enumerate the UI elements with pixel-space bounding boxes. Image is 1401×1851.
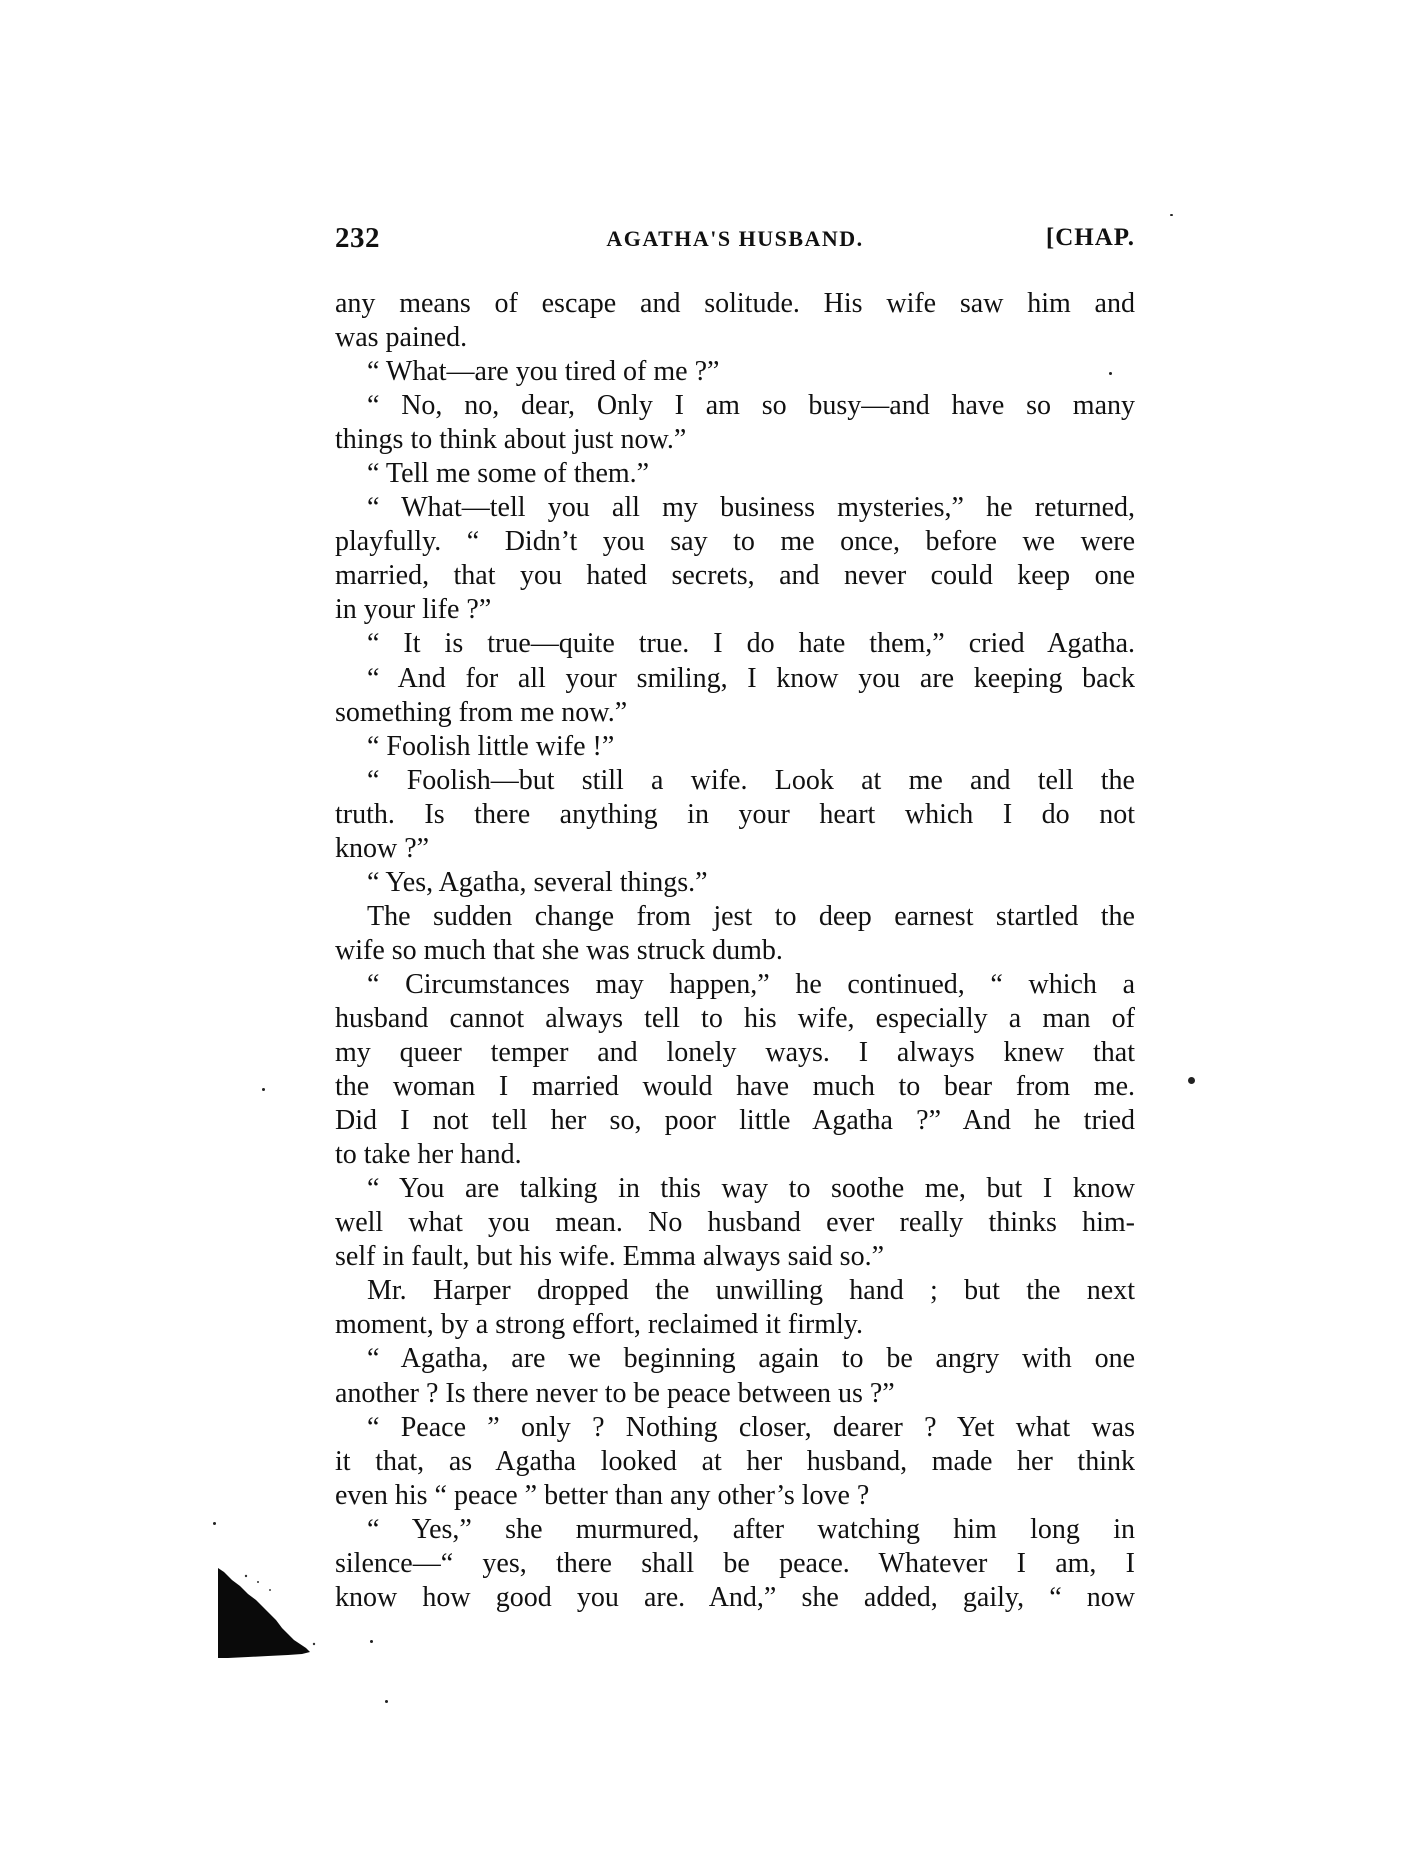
text-line: know how good you are. And,” she added, gaily, “ now	[335, 1581, 1135, 1613]
text-line: The sudden change from jest to deep earnest startled the	[367, 900, 1135, 932]
running-title: AGATHA'S HUSBAND.	[606, 226, 864, 251]
text-line: “ Foolish—but still a wife. Look at me and tell the	[367, 764, 1135, 796]
text-line: in your life ?”	[335, 594, 492, 626]
text-line: “ You are talking in this way to soothe me, but I know	[367, 1173, 1135, 1205]
text-line: “ Yes, Agatha, several things.”	[367, 866, 708, 898]
text-line: Mr. Harper dropped the unwilling hand ; but the next	[367, 1275, 1135, 1307]
text-line: truth. Is there anything in your heart which I do not	[335, 798, 1135, 830]
scan-speck	[1188, 1077, 1195, 1084]
text-line: was pained.	[335, 322, 468, 354]
scan-speck	[370, 1640, 373, 1643]
text-line: “ Yes,” she murmured, after watching him long in	[367, 1513, 1135, 1545]
scan-speck	[385, 1700, 388, 1703]
text-line: things to think about just now.”	[335, 424, 687, 456]
text-line: self in fault, but his wife. Emma always said so.”	[335, 1241, 884, 1273]
scan-blot-shape	[218, 1568, 310, 1658]
text-line: “ And for all your smiling, I know you are keeping back	[367, 662, 1135, 694]
scan-speck	[1109, 372, 1112, 375]
text-line: wife so much that she was struck dumb.	[335, 934, 783, 966]
text-line: well what you mean. No husband ever really thinks him-	[335, 1207, 1135, 1239]
text-line: “ Foolish little wife !”	[367, 730, 615, 762]
text-line: married, that you hated secrets, and never could keep one	[335, 560, 1135, 592]
text-line: “ Peace ” only ? Nothing closer, dearer ? Yet what was	[367, 1411, 1135, 1443]
text-line: silence—“ yes, there shall be peace. Whatever I am, I	[335, 1547, 1135, 1579]
text-line: know ?”	[335, 832, 430, 864]
scan-speck	[269, 1589, 271, 1591]
text-line: “ Tell me some of them.”	[367, 458, 650, 490]
scan-blot	[218, 1568, 318, 1658]
text-body	[335, 287, 1135, 1615]
scan-speck	[1170, 214, 1173, 216]
text-line: “ What—are you tired of me ?”	[367, 356, 720, 388]
text-line: the woman I married would have much to bear from me.	[335, 1071, 1135, 1103]
text-line: even his “ peace ” better than any other’s love ?	[335, 1479, 870, 1511]
text-line: something from me now.”	[335, 696, 628, 728]
text-line: “ No, no, dear, Only I am so busy—and have so many	[367, 390, 1135, 422]
text-line: my queer temper and lonely ways. I always knew that	[335, 1037, 1135, 1069]
text-line: “ Agatha, are we beginning again to be angry with one	[367, 1343, 1135, 1375]
text-line: it that, as Agatha looked at her husband, made her think	[335, 1445, 1135, 1477]
text-line: playfully. “ Didn’t you say to me once, before we were	[335, 526, 1135, 558]
text-line: “ It is true—quite true. I do hate them,” cried Agatha.	[367, 628, 1135, 660]
text-line: husband cannot always tell to his wife, especially a man of	[335, 1002, 1135, 1034]
page-number: 232	[335, 222, 380, 254]
text-line: moment, by a strong effort, reclaimed it firmly.	[335, 1309, 863, 1341]
scan-speck	[213, 1522, 216, 1525]
text-line: any means of escape and solitude. His wife saw him and	[335, 288, 1135, 319]
text-line: Did I not tell her so, poor little Agatha ?” And he tried	[335, 1105, 1135, 1137]
scan-speck	[313, 1643, 315, 1645]
text-line: to take her hand.	[335, 1139, 522, 1171]
text-line: “ Circumstances may happen,” he continued, “ which a	[367, 968, 1135, 1000]
page-header	[335, 222, 1135, 266]
scan-speck	[245, 1575, 247, 1577]
chapter-mark: [CHAP.	[1045, 224, 1135, 251]
text-line: “ What—tell you all my business mysteries,” he returned,	[367, 492, 1135, 524]
scan-speck	[257, 1581, 259, 1583]
scan-speck	[262, 1088, 265, 1091]
text-line: another ? Is there never to be peace between us ?”	[335, 1377, 895, 1409]
